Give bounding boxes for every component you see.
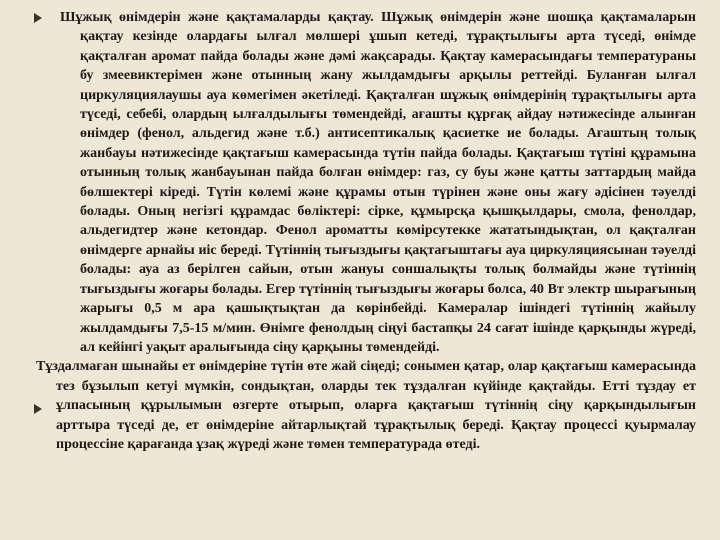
bullet-marker bbox=[34, 404, 42, 414]
paragraph-smoking-sausages: Шұжық өнімдерін және қақтамаларды қақтау. Шұжық өнімдерін және шошқа қақтамаларын қақтау кезінде олардағы ылғал мөлшері ұшып кетеді, тұрақтылығы арта түседі, өнімде қақталған аромат пайда болады және дәмі жақсарады. Қақтау камерасындағы температураны бу змеевиктерімен және отынның жану жылдамдығы арқылы реттейді. Буланған ылғал циркуляциялаушы ауа көмегімен әкетіледі. Қақталған шұжық өнімдерінің тұрақтылығы арта түседі, себебі, олардың ылғалдылығы төмендейді, ағашты құрғақ айдау нәтижесінде алынған өнімдер (фенол, альдегид және т.б.) антисептикалық қасиетке ие болады. Ағаштың толық жанбауы нәтижесінде қақтағыш камерасында түтін пайда болады. Қақтағыш түтіні құрамына отынның толық жанбауынан пайда болған өнімдер: газ, су буы және қатты заттардың майда бөлшектері кіреді. Түтін көлемі және құрамы отын түрінен және оны жағу әдісінен тәуелді болады. Оның негізгі құрамдас бөліктері: сірке, құмырсқа қышқылдары, смола, фенолдар, альдегидтер және кетондар. Фенол ароматты көмірсутекке жататындықтан, ол қақталған өнімдерге арнайы иіс береді. Түтіннің тығыздығы қақтағыштағы ауа циркуляциясынан тәуелді болады: ауа аз берілген сайын, отын жануы соншалықты толық болмайды және түтіннің тығыздығы жоғары болады. Егер түтіннің тығыздығы жоғары болса, 40 Вт электр шырағының жарығы 0,5 м ара қашықтықтан да көрінбейді. Камералар ішіндегі түтіннің жайылу жылдамдығы 7,5-15 м/мин. Өнімге фенолдың сіңуі бастапқы 24 сағат ішінде қарқынды жүреді, ал кейінгі уақыт аралығында сіңу қарқыны төмендейді. bbox=[60, 10, 696, 355]
paragraph-unsalted-meat: Тұздалмаған шынайы ет өнімдеріне түтін өте жай сіңеді; сонымен қатар, олар қақтағыш камерасында тез бұзылып кетуі мүмкін, сондықтан, оларды тек тұздалған күйінде қақтайды. Етті тұздау ет ұлпасының құрылымын өзгерте отырып, оларға қақтағыш түтіннің сіңу қарқындылығын арттыра түседі де, ет өнімдеріне айтарлықтай тұрақтылық береді. Қақтау процессі қуырмалау процессіне қарағанда ұзақ жүреді және төмен температурада өтеді. bbox=[36, 359, 696, 452]
bullet-marker bbox=[34, 13, 42, 23]
